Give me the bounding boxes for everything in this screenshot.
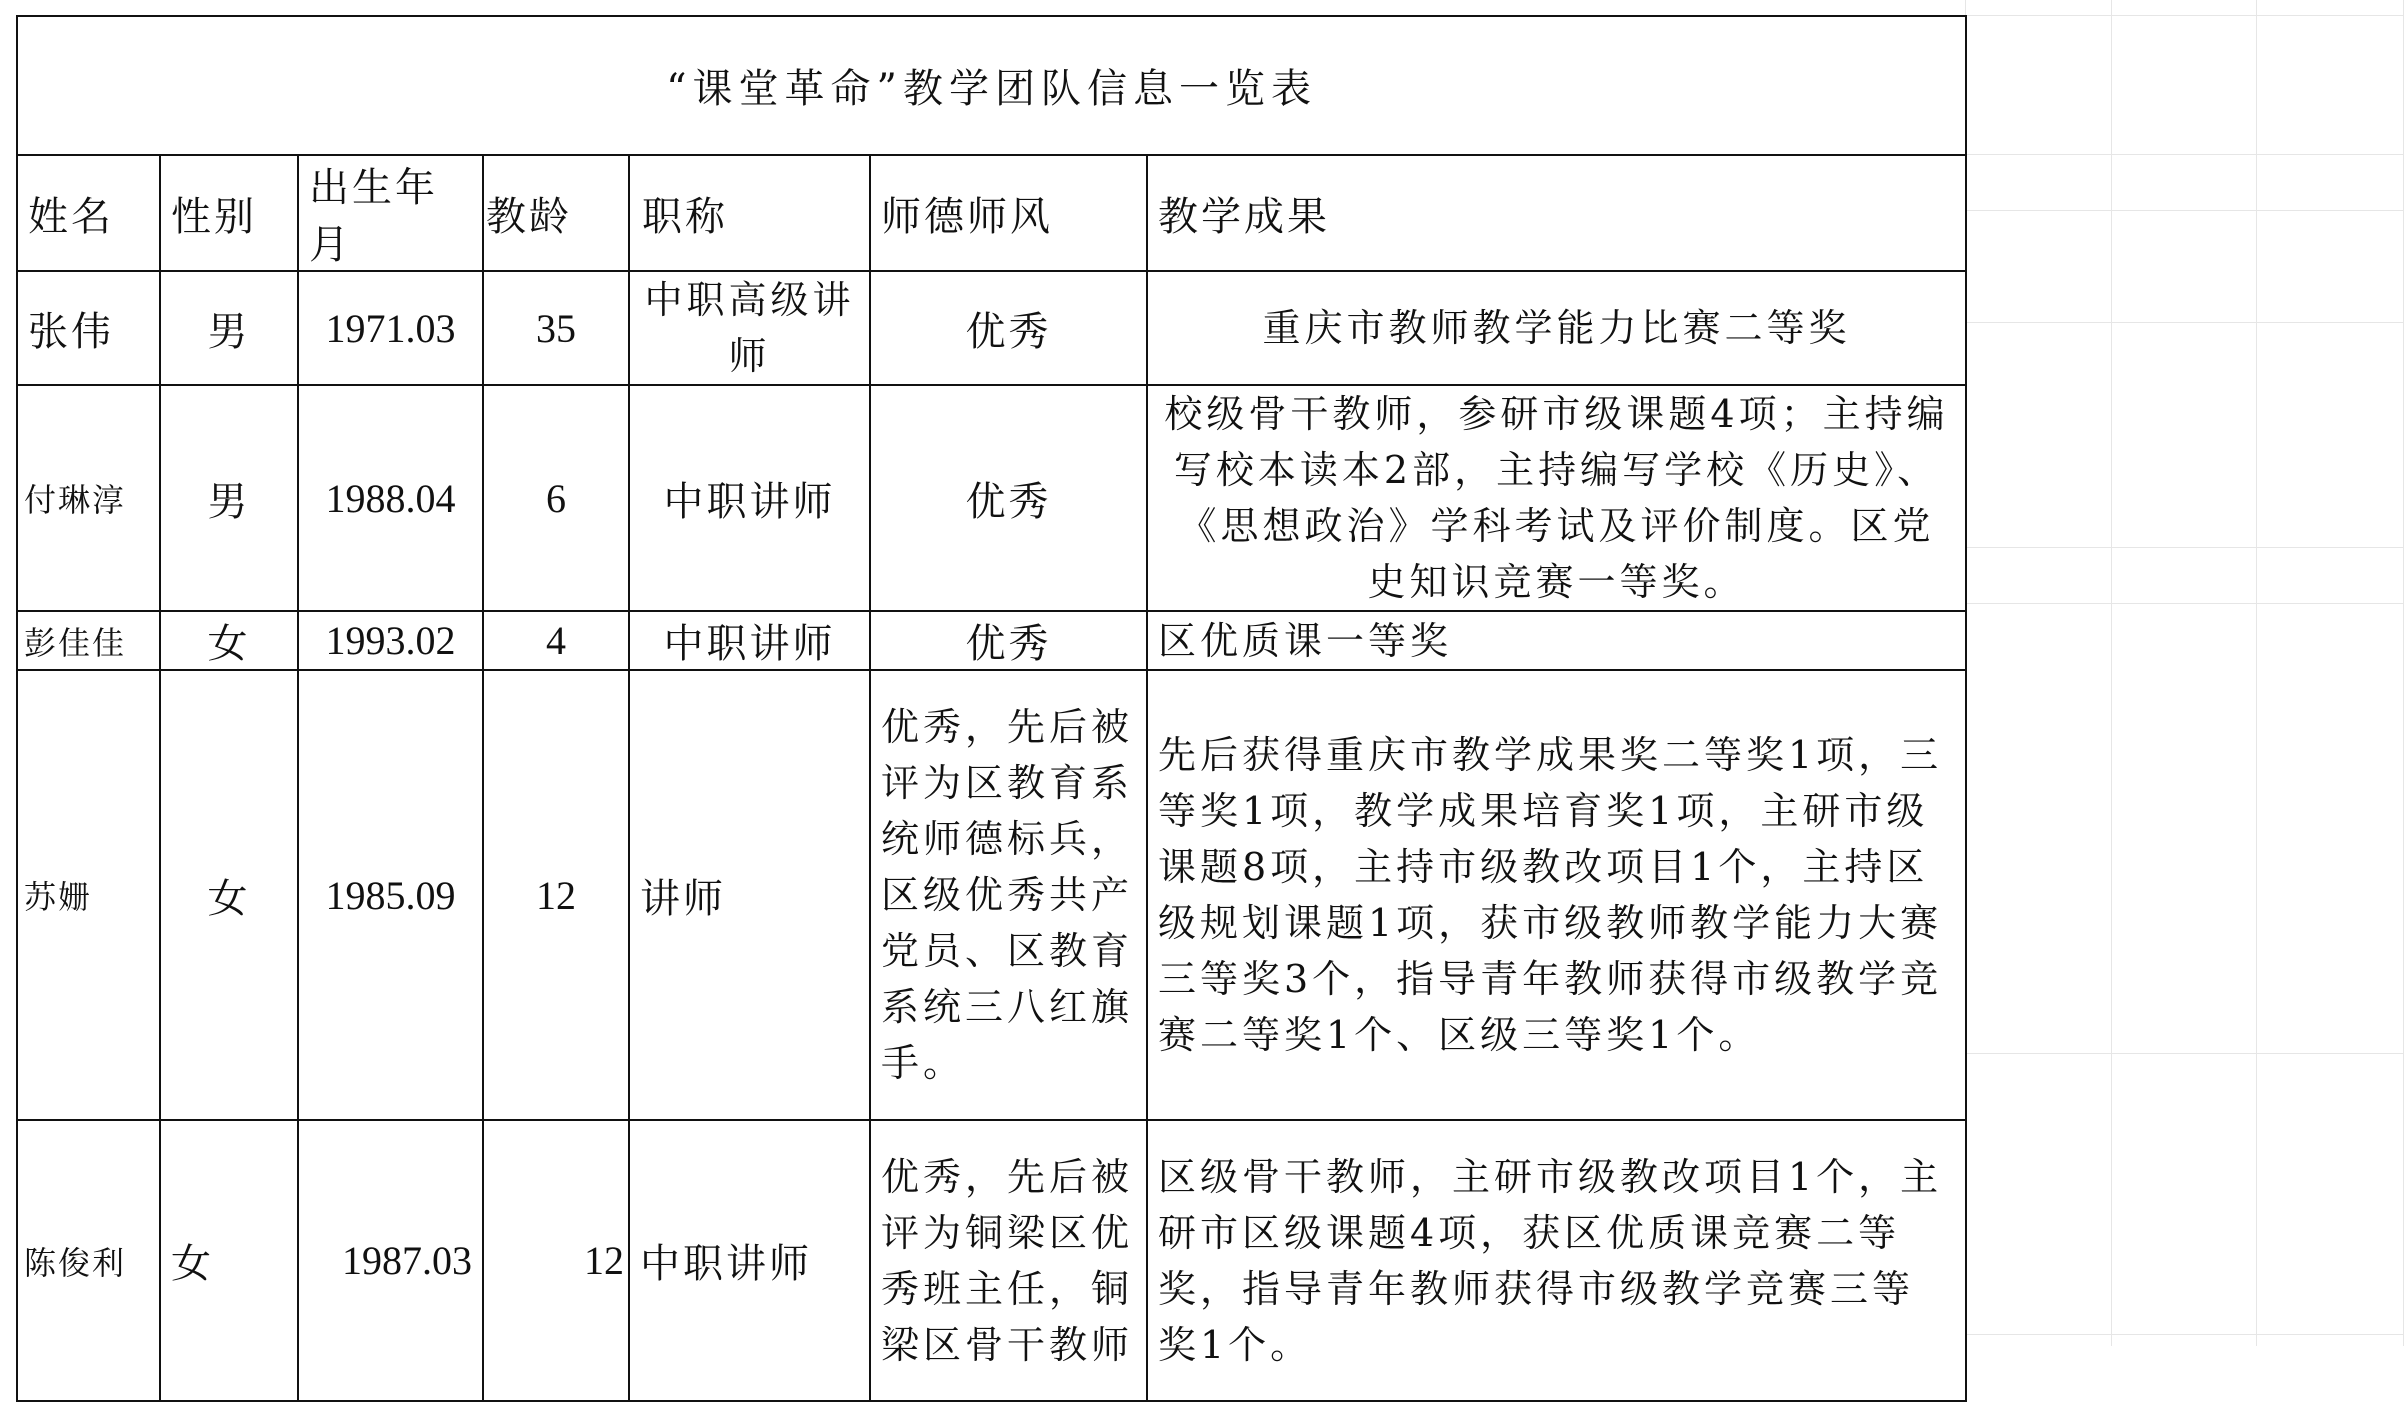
cell-name[interactable]: 陈俊利 (17, 1120, 160, 1401)
cell-teaching-years[interactable]: 6 (483, 385, 629, 611)
cell-title[interactable]: 中职讲师 (629, 385, 870, 611)
cell-ethics[interactable]: 优秀 (870, 271, 1147, 385)
cell-name[interactable]: 苏姗 (17, 670, 160, 1120)
cell-ethics[interactable]: 优秀，先后被评为铜梁区优秀班主任，铜梁区骨干教师 (870, 1120, 1147, 1401)
cell-gender[interactable]: 女 (160, 611, 298, 670)
cell-teaching-years[interactable]: 12 (483, 1120, 629, 1401)
header-teaching-years[interactable]: 教龄 (483, 155, 629, 271)
header-row (17, 155, 1966, 271)
cell-gender[interactable]: 女 (160, 670, 298, 1120)
cell-birth[interactable]: 1985.09 (298, 670, 483, 1120)
cell-teaching-years[interactable]: 35 (483, 271, 629, 385)
header-gender[interactable]: 性别 (160, 155, 298, 271)
header-name[interactable]: 姓名 (17, 155, 160, 271)
table-title[interactable]: “课堂革命”教学团队信息一览表 (17, 16, 1966, 155)
team-info-table (16, 15, 1967, 1402)
table-row (17, 611, 1966, 670)
cell-birth[interactable]: 1987.03 (298, 1120, 483, 1401)
cell-birth[interactable]: 1993.02 (298, 611, 483, 670)
header-birth[interactable]: 出生年月 (298, 155, 483, 271)
cell-achievements[interactable]: 区级骨干教师，主研市级教改项目1个，主研市区级课题4项，获区优质课竞赛二等奖，指导青年教师获得市级教学竞赛三等奖1个。 (1147, 1120, 1966, 1401)
title-row (17, 16, 1966, 155)
cell-title[interactable]: 中职讲师 (629, 611, 870, 670)
cell-achievements[interactable]: 重庆市教师教学能力比赛二等奖 (1147, 271, 1966, 385)
header-title[interactable]: 职称 (629, 155, 870, 271)
cell-gender[interactable]: 女 (160, 1120, 298, 1401)
header-achievements[interactable]: 教学成果 (1147, 155, 1966, 271)
cell-teaching-years[interactable]: 4 (483, 611, 629, 670)
table-row (17, 385, 1966, 611)
cell-name[interactable]: 张伟 (17, 271, 160, 385)
cell-ethics[interactable]: 优秀 (870, 385, 1147, 611)
cell-title[interactable]: 讲师 (629, 670, 870, 1120)
cell-gender[interactable]: 男 (160, 271, 298, 385)
cell-ethics[interactable]: 优秀 (870, 611, 1147, 670)
cell-title[interactable]: 中职讲师 (629, 1120, 870, 1401)
cell-teaching-years[interactable]: 12 (483, 670, 629, 1120)
cell-birth[interactable]: 1971.03 (298, 271, 483, 385)
cell-title[interactable]: 中职高级讲师 (629, 271, 870, 385)
cell-name[interactable]: 彭佳佳 (17, 611, 160, 670)
cell-gender[interactable]: 男 (160, 385, 298, 611)
cell-achievements[interactable]: 区优质课一等奖 (1147, 611, 1966, 670)
cell-ethics[interactable]: 优秀，先后被评为区教育系统师德标兵，区级优秀共产党员、区教育系统三八红旗手。 (870, 670, 1147, 1120)
cell-achievements[interactable]: 先后获得重庆市教学成果奖二等奖1项，三等奖1项，教学成果培育奖1项，主研市级课题8项，主持市级教改项目1个，主持区级规划课题1项，获市级教师教学能力大赛三等奖3个，指导青年教师获得市级教学竞赛二等奖1个、区级三等奖1个。 (1147, 670, 1966, 1120)
cell-birth[interactable]: 1988.04 (298, 385, 483, 611)
table-row (17, 271, 1966, 385)
table-row (17, 670, 1966, 1120)
cell-achievements[interactable]: 校级骨干教师，参研市级课题4项；主持编写校本读本2部，主持编写学校《历史》、《思想政治》学科考试及评价制度。区党史知识竞赛一等奖。 (1147, 385, 1966, 611)
cell-name[interactable]: 付琳淳 (17, 385, 160, 611)
header-ethics[interactable]: 师德师风 (870, 155, 1147, 271)
table-row (17, 1120, 1966, 1401)
